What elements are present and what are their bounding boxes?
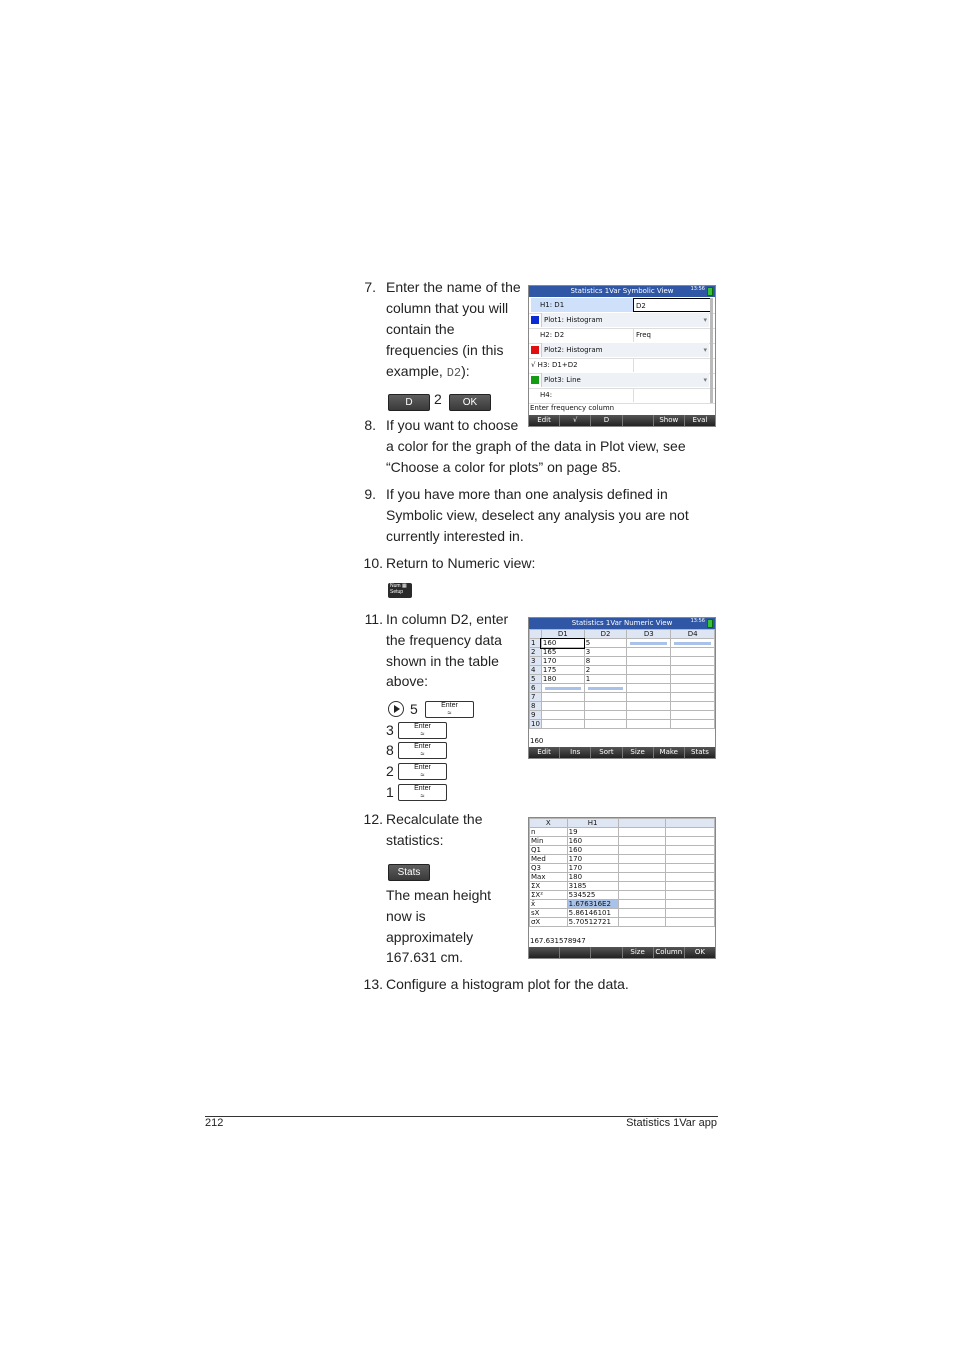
table-cell[interactable] [541,684,584,693]
screen-title: Statistics 1Var Numeric View [529,618,715,629]
dropdown-icon: ▾ [703,376,707,384]
table-row: 1 160 5 [530,639,715,648]
softkey-bar [529,415,715,426]
key-2: 2 [434,391,442,407]
table-cell[interactable] [584,684,627,693]
enter-key[interactable]: Enter ≈ [398,722,447,739]
step-12-number: 12. [363,811,383,827]
mean-cell[interactable]: 1.676316E2 [567,900,618,909]
scrollbar[interactable] [710,298,713,403]
table-row: 3 170 8 [530,657,715,666]
result-line-2: now is [386,908,426,924]
column-header-d4[interactable]: D4 [671,630,715,639]
softkey-blank[interactable] [623,415,654,426]
table-row: 10 [530,720,715,729]
result-line-3: approximately [386,929,474,945]
table-row: 2 165 3 [530,648,715,657]
sym-row-h3[interactable]: √ H3: D1+D2 [529,358,715,374]
softkey-stats[interactable]: Stats [685,747,715,758]
clock: 13:56 [690,286,705,292]
table-row: ΣX² 534525 [530,891,715,900]
column-header-d2[interactable]: D2 [584,630,627,639]
table-cell[interactable]: 175 [541,666,584,675]
softkey-check[interactable]: √ [560,415,591,426]
step-7-line-4: frequencies (in this [386,342,504,358]
step-7-line-2: column that you will [386,300,509,316]
step-8-number: 8. [364,417,376,433]
clock: 13:56 [690,618,705,624]
entry-value-1: 5 [410,701,418,717]
table-row: 6 [530,684,715,693]
sym-row-plot3[interactable]: Plot3: Line ▾ [529,373,715,389]
table-cell[interactable]: 165 [541,648,584,657]
stats-key[interactable]: Stats [388,864,430,881]
enter-key[interactable]: Enter ≈ [398,784,447,801]
softkey-d[interactable]: D [591,415,622,426]
right-arrow-key-icon[interactable] [388,701,404,717]
step-12-line-1: Recalculate the [386,811,483,827]
step-7-line-5: example, D2): [386,363,470,380]
frequency-field[interactable]: D2 [633,298,713,312]
softkey-edit[interactable]: Edit [529,747,560,758]
table-row: σX 5.70512721 [530,918,715,927]
step-7-line-1: Enter the name of the [386,279,521,295]
entry-value-2: 3 [386,722,394,738]
softkey-eval[interactable]: Eval [685,415,715,426]
numeric-view-screen [528,617,716,759]
table-row: n 19 [530,828,715,837]
step-10-line-1: Return to Numeric view: [386,555,536,571]
step-11-line-2: the frequency data [386,632,502,648]
column-header-h1[interactable]: H1 [567,819,618,828]
screen-title: Statistics 1Var Symbolic View [529,286,715,297]
code-d2: D2 [446,366,462,380]
step-13-line-1: Configure a histogram plot for the data. [386,976,629,992]
symbolic-view-screen [528,285,716,427]
table-cell[interactable]: 180 [541,675,584,684]
step-11-line-3: shown in the table [386,653,499,669]
table-cell[interactable]: 2 [584,666,627,675]
table-row: Min 160 [530,837,715,846]
table-row: 7 [530,693,715,702]
table-cell[interactable]: 5 [584,639,627,648]
softkey-bar [529,947,715,958]
softkey-show[interactable]: Show [654,415,685,426]
column-header-d3[interactable]: D3 [627,630,671,639]
table-row: Q3 170 [530,864,715,873]
softkey-sort[interactable]: Sort [591,747,622,758]
table-row: 9 [530,711,715,720]
plot1-color-swatch[interactable] [531,316,539,324]
table-cell[interactable]: 170 [541,657,584,666]
table-cell[interactable]: 8 [584,657,627,666]
table-row: Max 180 [530,873,715,882]
softkey-ok[interactable]: OK [685,947,715,958]
softkey-ins[interactable]: Ins [560,747,591,758]
step-7-number: 7. [364,279,376,295]
column-header-d1[interactable]: D1 [541,630,584,639]
table-row: Med 170 [530,855,715,864]
softkey-size[interactable]: Size [623,947,654,958]
enter-key[interactable]: Enter ≈ [425,701,474,718]
step-7-line-3: contain the [386,321,455,337]
status-line: Enter frequency column [530,404,615,412]
dropdown-icon: ▾ [703,346,707,354]
sym-row-h4[interactable]: H4: [529,388,715,404]
softkey-edit[interactable]: Edit [529,415,560,426]
step-8-line-3: “Choose a color for plots” on page 85. [386,459,622,475]
table-row: Q1 160 [530,846,715,855]
step-11-line-4: above: [386,673,429,689]
sym-row-h2[interactable]: H2: D2 Freq [529,328,715,344]
entry-value-5: 1 [386,784,394,800]
ok-key[interactable]: OK [449,394,491,411]
status-line: 160 [530,737,544,745]
table-cell[interactable]: 3 [584,648,627,657]
entry-value-4: 2 [386,763,394,779]
battery-icon [707,287,713,296]
softkey-make[interactable]: Make [654,747,685,758]
d-key[interactable]: D [388,394,430,411]
step-13-number: 13. [363,976,383,992]
table-cell[interactable] [671,639,715,648]
entry-value-3: 8 [386,742,394,758]
result-line-1: The mean height [386,887,492,903]
table-row: 4 175 2 [530,666,715,675]
softkey-size[interactable]: Size [623,747,654,758]
step-11-line-1: In column D2, enter [386,611,509,627]
step-9-number: 9. [364,486,376,502]
plot2-color-swatch[interactable] [531,346,539,354]
softkey-column[interactable]: Column [654,947,685,958]
num-setup-key[interactable]: Num ▦ Setup [388,583,412,598]
table-row: ΣX 3185 [530,882,715,891]
section-title: Statistics 1Var app [626,1117,717,1129]
status-line: 167.631578947 [530,937,586,945]
enter-key[interactable]: Enter ≈ [398,742,447,759]
step-10-number: 10. [363,555,383,571]
plot3-color-swatch[interactable] [531,376,539,384]
softkey-bar [529,747,715,758]
step-8-line-2: a color for the graph of the data in Plot view, see [386,438,686,454]
table-cell[interactable]: 160 [541,639,584,648]
battery-icon [707,619,713,628]
step-9-line-2: Symbolic view, deselect any analysis you are not [386,507,689,523]
table-row: sX 5.86146101 [530,909,715,918]
numeric-table [529,629,715,729]
table-row: x̄ 1.676316E2 [530,900,715,909]
step-11-number: 11. [364,611,383,627]
stats-table: X H1 n 19 Min 160 Q1 160 Med 170 Q3 170 Max 180 ΣX 3185 ΣX² 534525 x̄ 1.676316E2 sX 5.86146101 σX 5.70512721 [529,818,715,927]
stats-results-screen [528,817,716,959]
sym-row-plot1[interactable]: Plot1: Histogram ▾ [529,313,715,329]
step-8-line-1: If you want to choose [386,417,519,433]
step-9-line-1: If you have more than one analysis defined in [386,486,668,502]
table-cell[interactable] [627,639,671,648]
table-cell[interactable]: 1 [584,675,627,684]
table-row: 5 180 1 [530,675,715,684]
step-12-line-2: statistics: [386,832,444,848]
result-line-4: 167.631 cm. [386,949,464,965]
step-9-line-3: currently interested in. [386,528,524,544]
page-number: 212 [205,1117,224,1129]
enter-key[interactable]: Enter ≈ [398,763,447,780]
sym-row-plot2[interactable]: Plot2: Histogram ▾ [529,343,715,359]
dropdown-icon: ▾ [703,316,707,324]
table-row: 8 [530,702,715,711]
sym-row-h1[interactable]: H1: D1 D2 [529,298,715,314]
